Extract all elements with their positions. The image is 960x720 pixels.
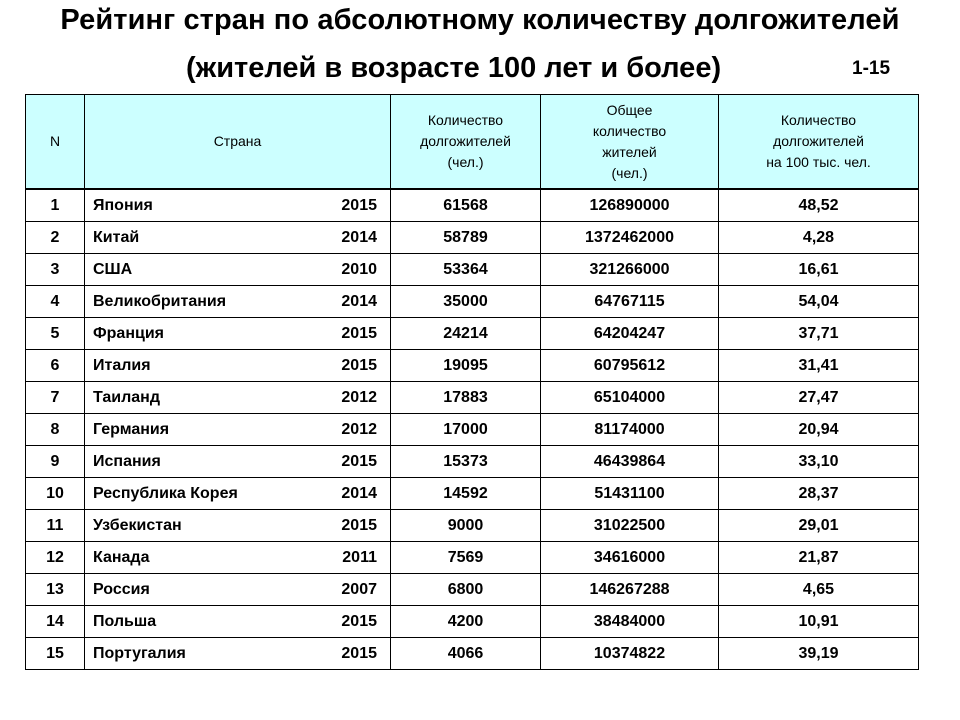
table-row [26, 638, 919, 670]
cell-population: 81174000 [541, 414, 719, 446]
cell-centenarians: 15373 [391, 446, 541, 478]
country-name: Республика Корея [93, 484, 238, 502]
cell-population: 31022500 [541, 510, 719, 542]
country-name: Канада [93, 548, 150, 566]
cell-population: 65104000 [541, 382, 719, 414]
table-row [26, 542, 919, 574]
country-name: США [93, 260, 133, 278]
country-name: Франция [93, 324, 164, 342]
cell-per100k: 16,61 [719, 254, 919, 286]
cell-n: 2 [26, 222, 85, 254]
cell-n: 3 [26, 254, 85, 286]
data-year: 2015 [341, 196, 377, 214]
cell-n: 1 [26, 189, 85, 222]
table-row [26, 382, 919, 414]
cell-centenarians: 17883 [391, 382, 541, 414]
data-year: 2014 [341, 484, 377, 502]
country-name: Таиланд [93, 388, 160, 406]
cell-n: 10 [26, 478, 85, 510]
cell-per100k: 27,47 [719, 382, 919, 414]
table-body [26, 189, 919, 670]
cell-country [85, 542, 391, 574]
cell-per100k: 39,19 [719, 638, 919, 670]
country-name: Испания [93, 452, 161, 470]
cell-country [85, 286, 391, 318]
data-year: 2015 [341, 644, 377, 662]
data-year: 2015 [341, 324, 377, 342]
cell-population: 126890000 [541, 189, 719, 222]
cell-country [85, 510, 391, 542]
cell-n: 11 [26, 510, 85, 542]
cell-per100k: 28,37 [719, 478, 919, 510]
country-name: Польша [93, 612, 157, 630]
table-row [26, 254, 919, 286]
cell-population: 46439864 [541, 446, 719, 478]
table-row [26, 350, 919, 382]
cell-per100k: 33,10 [719, 446, 919, 478]
cell-population: 10374822 [541, 638, 719, 670]
data-year: 2015 [341, 516, 377, 534]
data-year: 2011 [342, 548, 377, 566]
country-name: Россия [93, 580, 150, 598]
cell-centenarians: 6800 [391, 574, 541, 606]
cell-per100k: 29,01 [719, 510, 919, 542]
cell-per100k: 4,65 [719, 574, 919, 606]
cell-centenarians: 19095 [391, 350, 541, 382]
table-row [26, 222, 919, 254]
cell-country [85, 478, 391, 510]
cell-centenarians: 58789 [391, 222, 541, 254]
table-header-row [26, 95, 919, 190]
cell-centenarians: 53364 [391, 254, 541, 286]
cell-country [85, 189, 391, 222]
cell-per100k: 48,52 [719, 189, 919, 222]
page-subtitle: (жителей в возрасте 100 лет и более) [186, 52, 722, 84]
cell-population: 64767115 [541, 286, 719, 318]
cell-per100k: 31,41 [719, 350, 919, 382]
centenarians-table [25, 94, 919, 670]
cell-centenarians: 4200 [391, 606, 541, 638]
table-row [26, 510, 919, 542]
data-year: 2010 [341, 260, 377, 278]
country-name: Италия [93, 356, 151, 374]
cell-centenarians: 24214 [391, 318, 541, 350]
cell-centenarians: 61568 [391, 189, 541, 222]
data-year: 2015 [341, 452, 377, 470]
cell-n: 15 [26, 638, 85, 670]
country-name: Португалия [93, 644, 186, 662]
cell-population: 51431100 [541, 478, 719, 510]
data-year: 2012 [341, 420, 377, 438]
data-year: 2015 [341, 356, 377, 374]
table-row [26, 189, 919, 222]
data-year: 2014 [341, 228, 377, 246]
header-n: N [26, 95, 85, 190]
table-row [26, 414, 919, 446]
table-row [26, 286, 919, 318]
cell-n: 13 [26, 574, 85, 606]
data-year: 2015 [341, 612, 377, 630]
cell-country [85, 222, 391, 254]
cell-n: 8 [26, 414, 85, 446]
cell-n: 12 [26, 542, 85, 574]
cell-n: 7 [26, 382, 85, 414]
country-name: Великобритания [93, 292, 227, 310]
country-name: Япония [93, 196, 153, 214]
cell-population: 60795612 [541, 350, 719, 382]
table-row [26, 478, 919, 510]
cell-n: 14 [26, 606, 85, 638]
cell-country [85, 318, 391, 350]
header-population: Общее количество жителей (чел.) [541, 95, 719, 190]
header-per100k: Количество долгожителей на 100 тыс. чел. [719, 95, 919, 190]
cell-country [85, 638, 391, 670]
header-country: Страна [85, 95, 391, 190]
country-name: Германия [93, 420, 170, 438]
data-year: 2007 [341, 580, 377, 598]
cell-country [85, 414, 391, 446]
cell-population: 64204247 [541, 318, 719, 350]
cell-per100k: 37,71 [719, 318, 919, 350]
cell-country [85, 350, 391, 382]
table-row [26, 446, 919, 478]
cell-country [85, 606, 391, 638]
cell-n: 5 [26, 318, 85, 350]
cell-population: 38484000 [541, 606, 719, 638]
cell-centenarians: 14592 [391, 478, 541, 510]
cell-centenarians: 35000 [391, 286, 541, 318]
cell-centenarians: 7569 [391, 542, 541, 574]
cell-country [85, 254, 391, 286]
cell-population: 146267288 [541, 574, 719, 606]
cell-n: 9 [26, 446, 85, 478]
data-year: 2012 [341, 388, 377, 406]
cell-population: 321266000 [541, 254, 719, 286]
cell-country [85, 446, 391, 478]
cell-per100k: 20,94 [719, 414, 919, 446]
cell-country [85, 574, 391, 606]
cell-population: 34616000 [541, 542, 719, 574]
cell-per100k: 4,28 [719, 222, 919, 254]
cell-centenarians: 9000 [391, 510, 541, 542]
header-centenarians: Количество долгожителей (чел.) [391, 95, 541, 190]
cell-centenarians: 17000 [391, 414, 541, 446]
cell-n: 6 [26, 350, 85, 382]
cell-per100k: 21,87 [719, 542, 919, 574]
table-row [26, 606, 919, 638]
cell-centenarians: 4066 [391, 638, 541, 670]
page-title: Рейтинг стран по абсолютному количеству долгожителей [60, 4, 900, 36]
table-row [26, 574, 919, 606]
cell-n: 4 [26, 286, 85, 318]
cell-per100k: 54,04 [719, 286, 919, 318]
cell-population: 1372462000 [541, 222, 719, 254]
data-year: 2014 [341, 292, 377, 310]
page-range-label: 1-15 [852, 58, 891, 79]
cell-country [85, 382, 391, 414]
cell-per100k: 10,91 [719, 606, 919, 638]
country-name: Узбекистан [93, 516, 182, 534]
country-name: Китай [93, 228, 140, 246]
table-row [26, 318, 919, 350]
